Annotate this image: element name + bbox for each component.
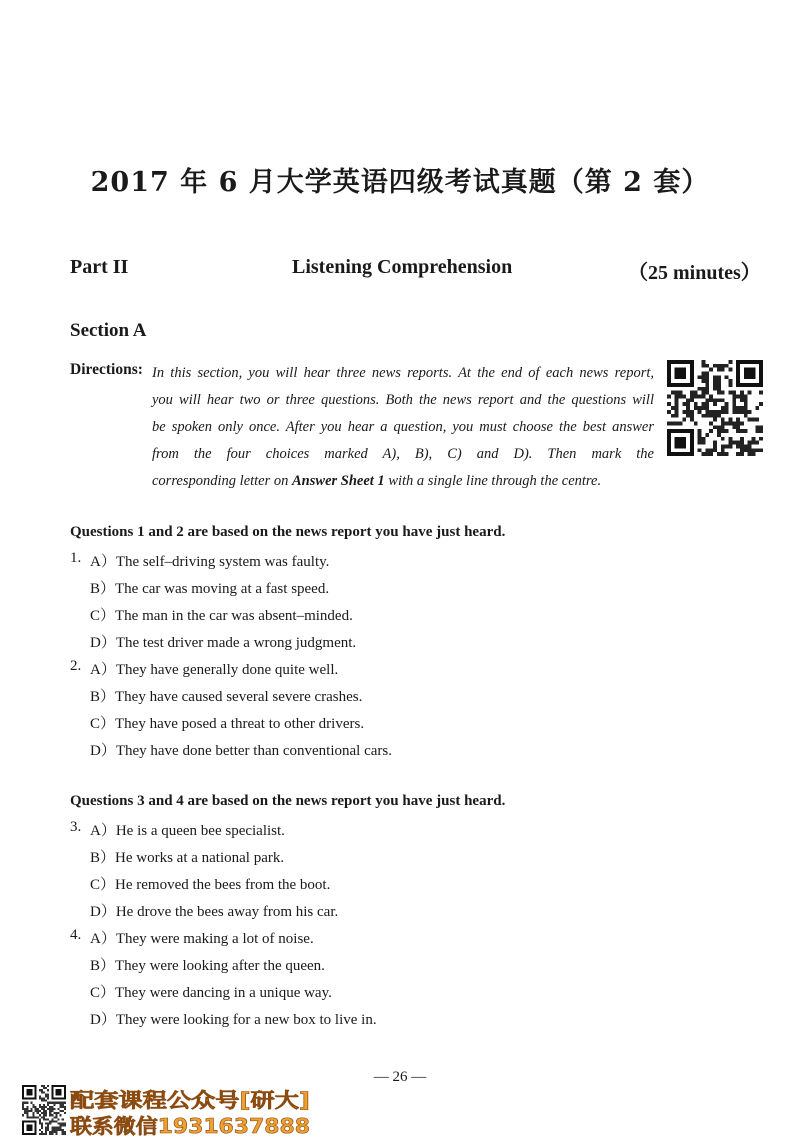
answer-option: C）He removed the bees from the boot. [90,877,331,893]
directions-line: from the four choices marked A), B), C) and D). Then mark the [152,446,654,462]
answer-option: B）He works at a national park. [90,850,285,866]
question-number: 3. [70,819,82,835]
answer-option: D）They were looking for a new box to live in. [90,1012,377,1028]
answer-option: A）They were making a lot of noise. [90,931,314,947]
answer-option: A）He is a queen bee specialist. [90,823,285,839]
answer-option: C）They have posed a threat to other drivers. [90,716,365,732]
watermark-line-2: 联系微信1931637888 [70,1114,310,1138]
watermark-text [68,1086,313,1138]
answer-option: A）The self–driving system was faulty. [90,554,330,570]
directions-text [152,360,654,495]
directions-line: you will hear two or three questions. Both the news report and the questions will [152,392,654,408]
directions-line: In this section, you will hear three news reports. At the end of each news report, [152,365,654,381]
directions-line: corresponding letter on Answer Sheet 1 with a single line through the centre. [152,473,602,489]
watermark-qr-icon [22,1085,66,1135]
directions-line: be spoken only once. After you hear a question, you must choose the best answer [152,419,654,435]
qr-code-image [667,360,763,456]
question-number: 1. [70,550,82,566]
directions-label: Directions: [70,361,143,378]
answer-option: D）He drove the bees away from his car. [90,904,339,920]
answer-option: A）They have generally done quite well. [90,662,339,678]
question-group-header: Questions 3 and 4 are based on the news report you have just heard. [70,793,506,809]
answer-option: C）They were dancing in a unique way. [90,985,332,1001]
question-number: 2. [70,658,82,674]
answer-sheet-emphasis: Answer Sheet 1 [292,473,385,489]
question-number: 4. [70,927,82,943]
question-group-header: Questions 1 and 2 are based on the news report you have just heard. [70,524,506,540]
section-heading: Section A [70,320,147,341]
part-name: Listening Comprehension [292,256,513,278]
answer-option: B）They were looking after the queen. [90,958,325,974]
part-time: （25 minutes） [628,262,761,284]
answer-option: C）The man in the car was absent–minded. [90,608,353,624]
page-title: 2017 年 6 月大学英语四级考试真题（第 2 套） [90,167,710,198]
answer-option: D）They have done better than conventional cars. [90,743,392,759]
answer-option: D）The test driver made a wrong judgment. [90,635,357,651]
answer-option: B）The car was moving at a fast speed. [90,581,330,597]
part-label: Part II [70,256,129,278]
watermark-line-1: 配套课程公众号[研大] [70,1088,310,1112]
page-number: — 26 — [373,1069,427,1085]
answer-option: B）They have caused several severe crashes. [90,689,363,705]
